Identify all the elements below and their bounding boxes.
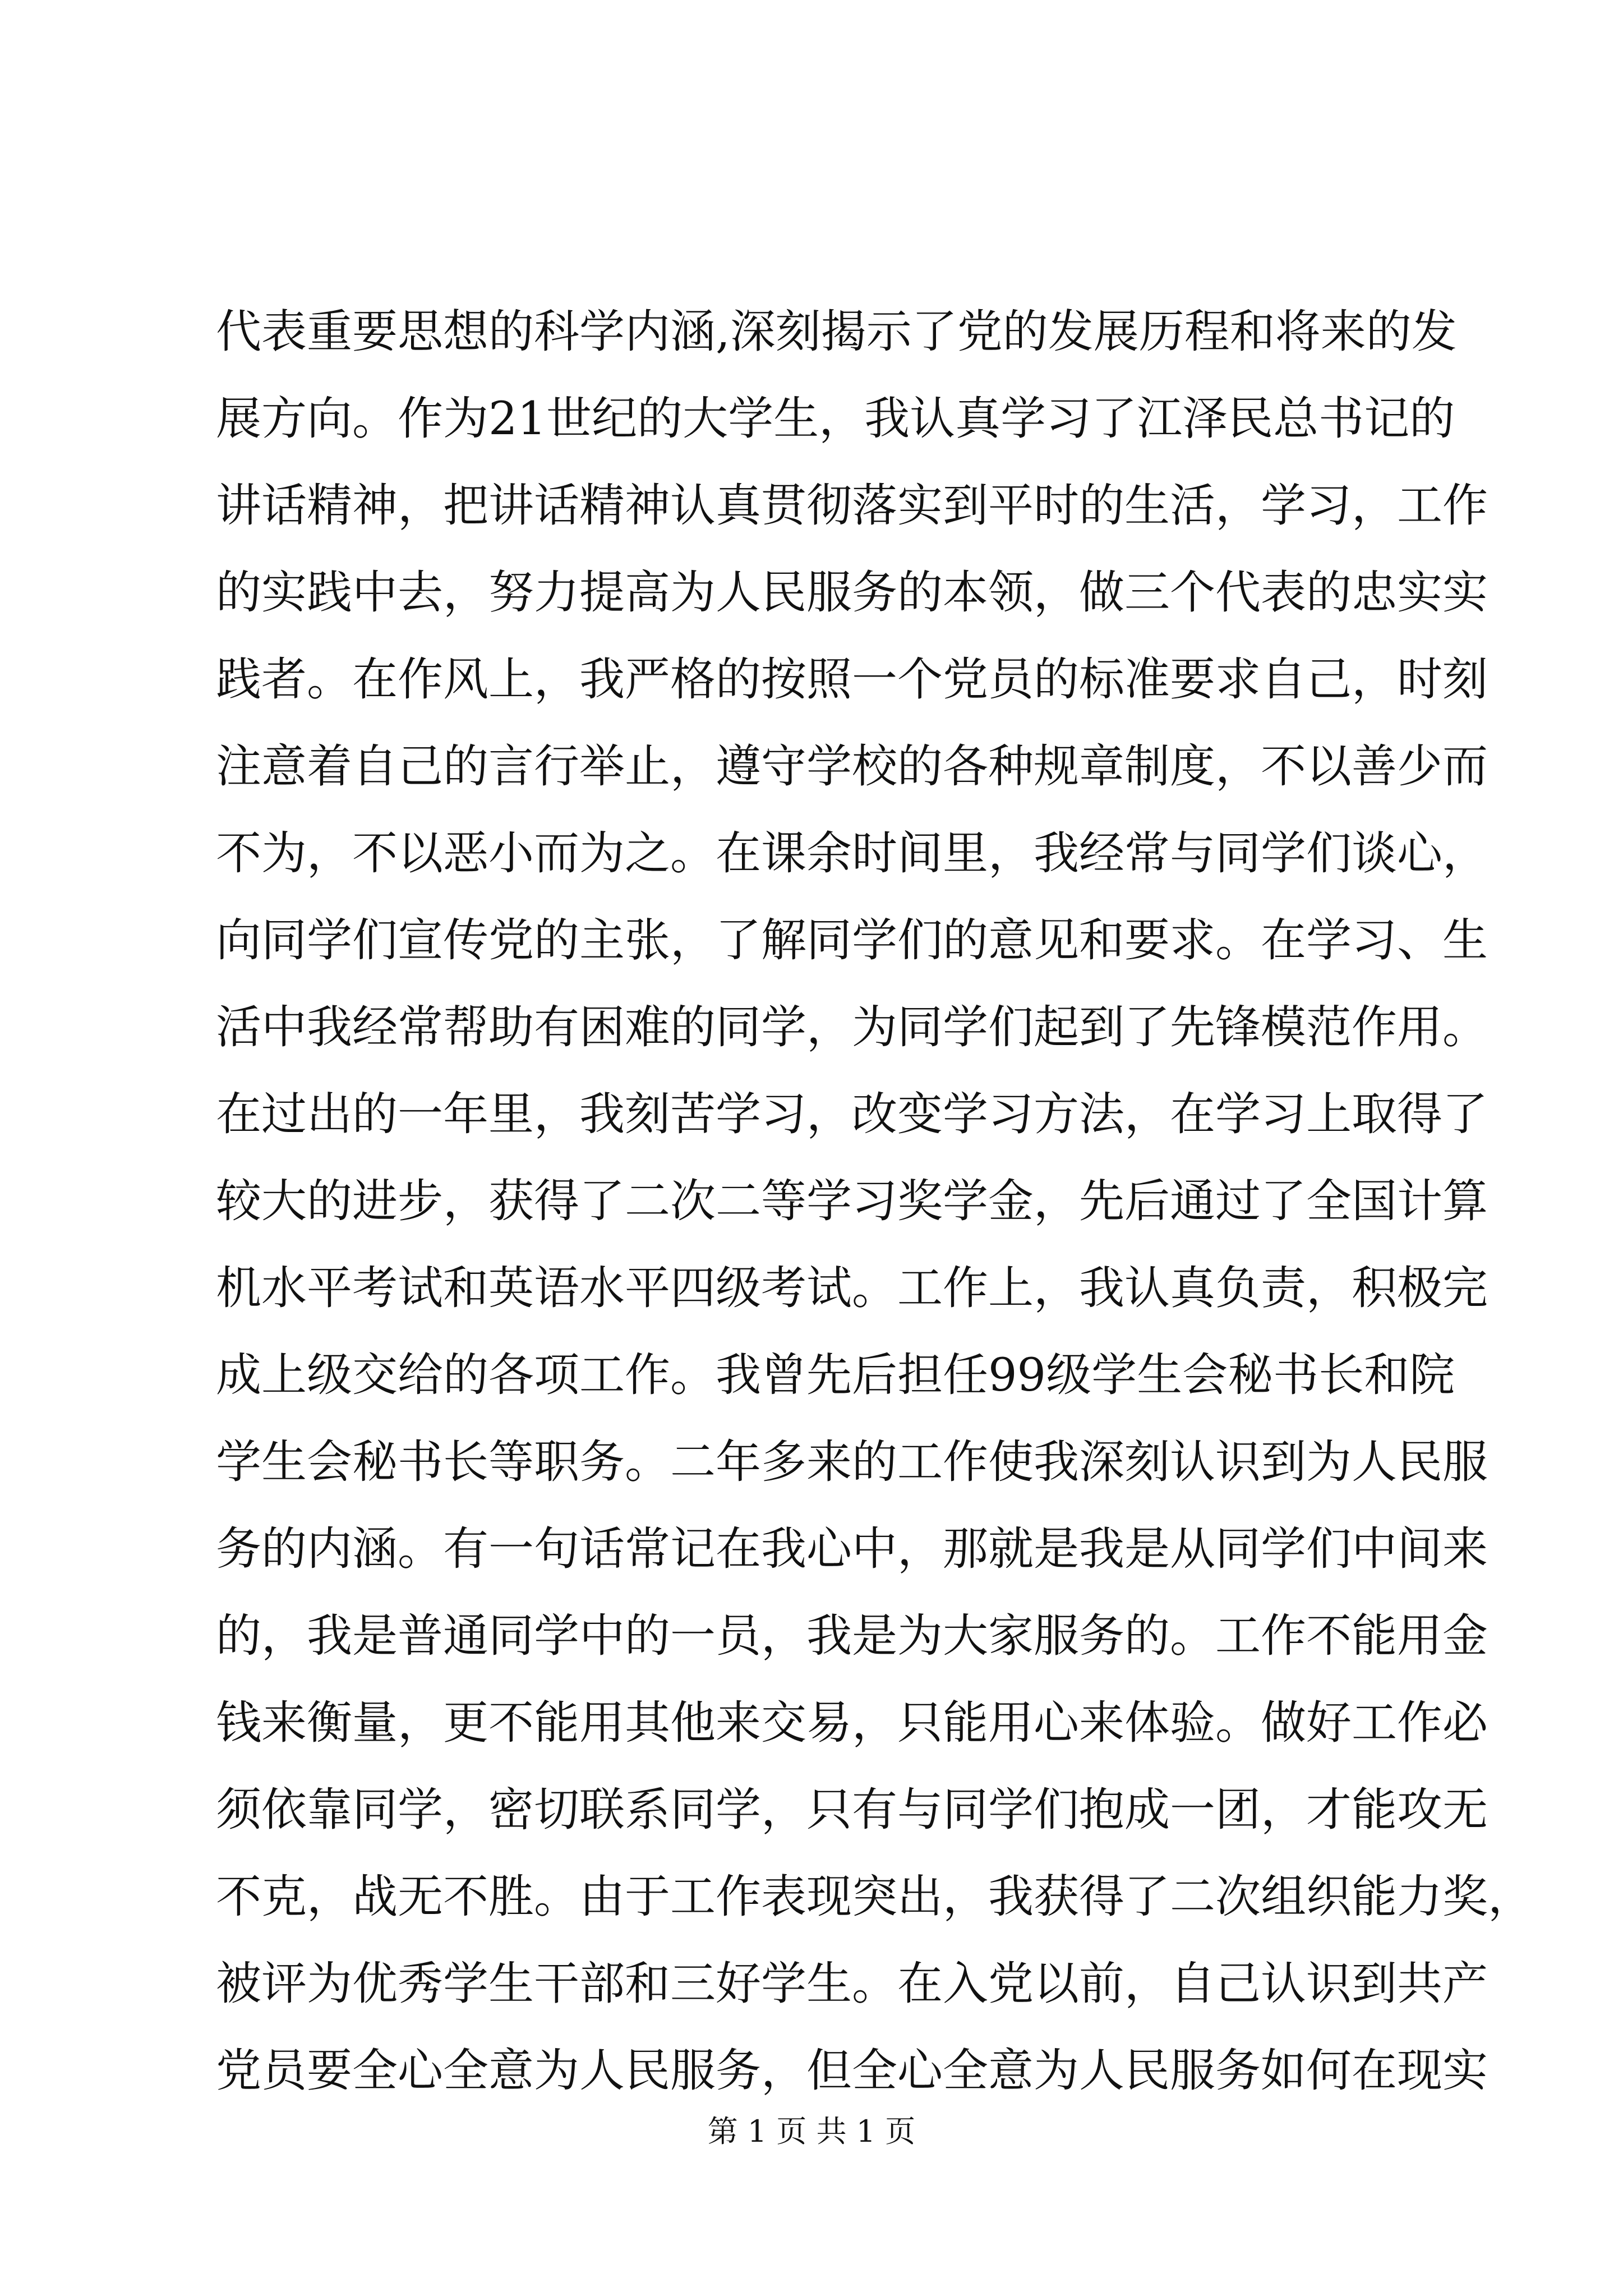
text-line-6: 注意着自己的言行举止，遵守学校的各种规章制度，不以善少而 — [216, 740, 1488, 793]
text-line-5: 践者。在作风上，我严格的按照一个党员的标准要求自己，时刻 — [216, 654, 1488, 706]
text-line-17: 钱来衡量，更不能用其他来交易，只能用心来体验。做好工作必 — [216, 1697, 1488, 1750]
body-text — [216, 289, 1534, 2115]
text-line-9: 活中我经常帮助有困难的同学，为同学们起到了先锋模范作用。 — [216, 1001, 1488, 1054]
page-footer: 第 1 页 共 1 页 — [707, 2114, 916, 2149]
text-line-2: 展方向。作为21世纪的大学生，我认真学习了江泽民总书记的 — [216, 393, 1455, 445]
text-line-1: 代表重要思想的科学内涵,深刻揭示了党的发展历程和将来的发 — [216, 306, 1457, 358]
text-line-7: 不为，不以恶小而为之。在课余时间里，我经常与同学们谈心， — [216, 827, 1488, 880]
text-line-10: 在过出的一年里，我刻苦学习，改变学习方法，在学习上取得了 — [216, 1088, 1488, 1141]
text-line-8: 向同学们宣传党的主张，了解同学们的意见和要求。在学习、生 — [216, 914, 1488, 967]
text-line-12: 机水平考试和英语水平四级考试。工作上，我认真负责，积极完 — [216, 1262, 1488, 1315]
text-line-15: 务的内涵。有一句话常记在我心中，那就是我是从同学们中间来 — [216, 1523, 1488, 1576]
text-line-3: 讲话精神，把讲话精神认真贯彻落实到平时的生活，学习，工作 — [216, 480, 1488, 532]
text-line-14: 学生会秘书长等职务。二年多来的工作使我深刻认识到为人民服 — [216, 1436, 1488, 1489]
text-line-16: 的，我是普通同学中的一员，我是为大家服务的。工作不能用金 — [216, 1610, 1488, 1663]
text-line-13: 成上级交给的各项工作。我曾先后担任99级学生会秘书长和院 — [216, 1349, 1455, 1402]
text-line-4: 的实践中去，努力提高为人民服务的本领，做三个代表的忠实实 — [216, 567, 1488, 619]
text-line-20: 被评为优秀学生干部和三好学生。在入党以前，自己认识到共产 — [216, 1958, 1488, 2010]
text-line-21: 党员要全心全意为人民服务，但全心全意为人民服务如何在现实 — [216, 2045, 1488, 2097]
text-line-19: 不克，战无不胜。由于工作表现突出，我获得了二次组织能力奖， — [216, 1871, 1534, 1924]
text-line-18: 须依靠同学，密切联系同学，只有与同学们抱成一团，才能攻无 — [216, 1784, 1488, 1837]
text-line-11: 较大的进步，获得了二次二等学习奖学金，先后通过了全国计算 — [216, 1175, 1488, 1228]
